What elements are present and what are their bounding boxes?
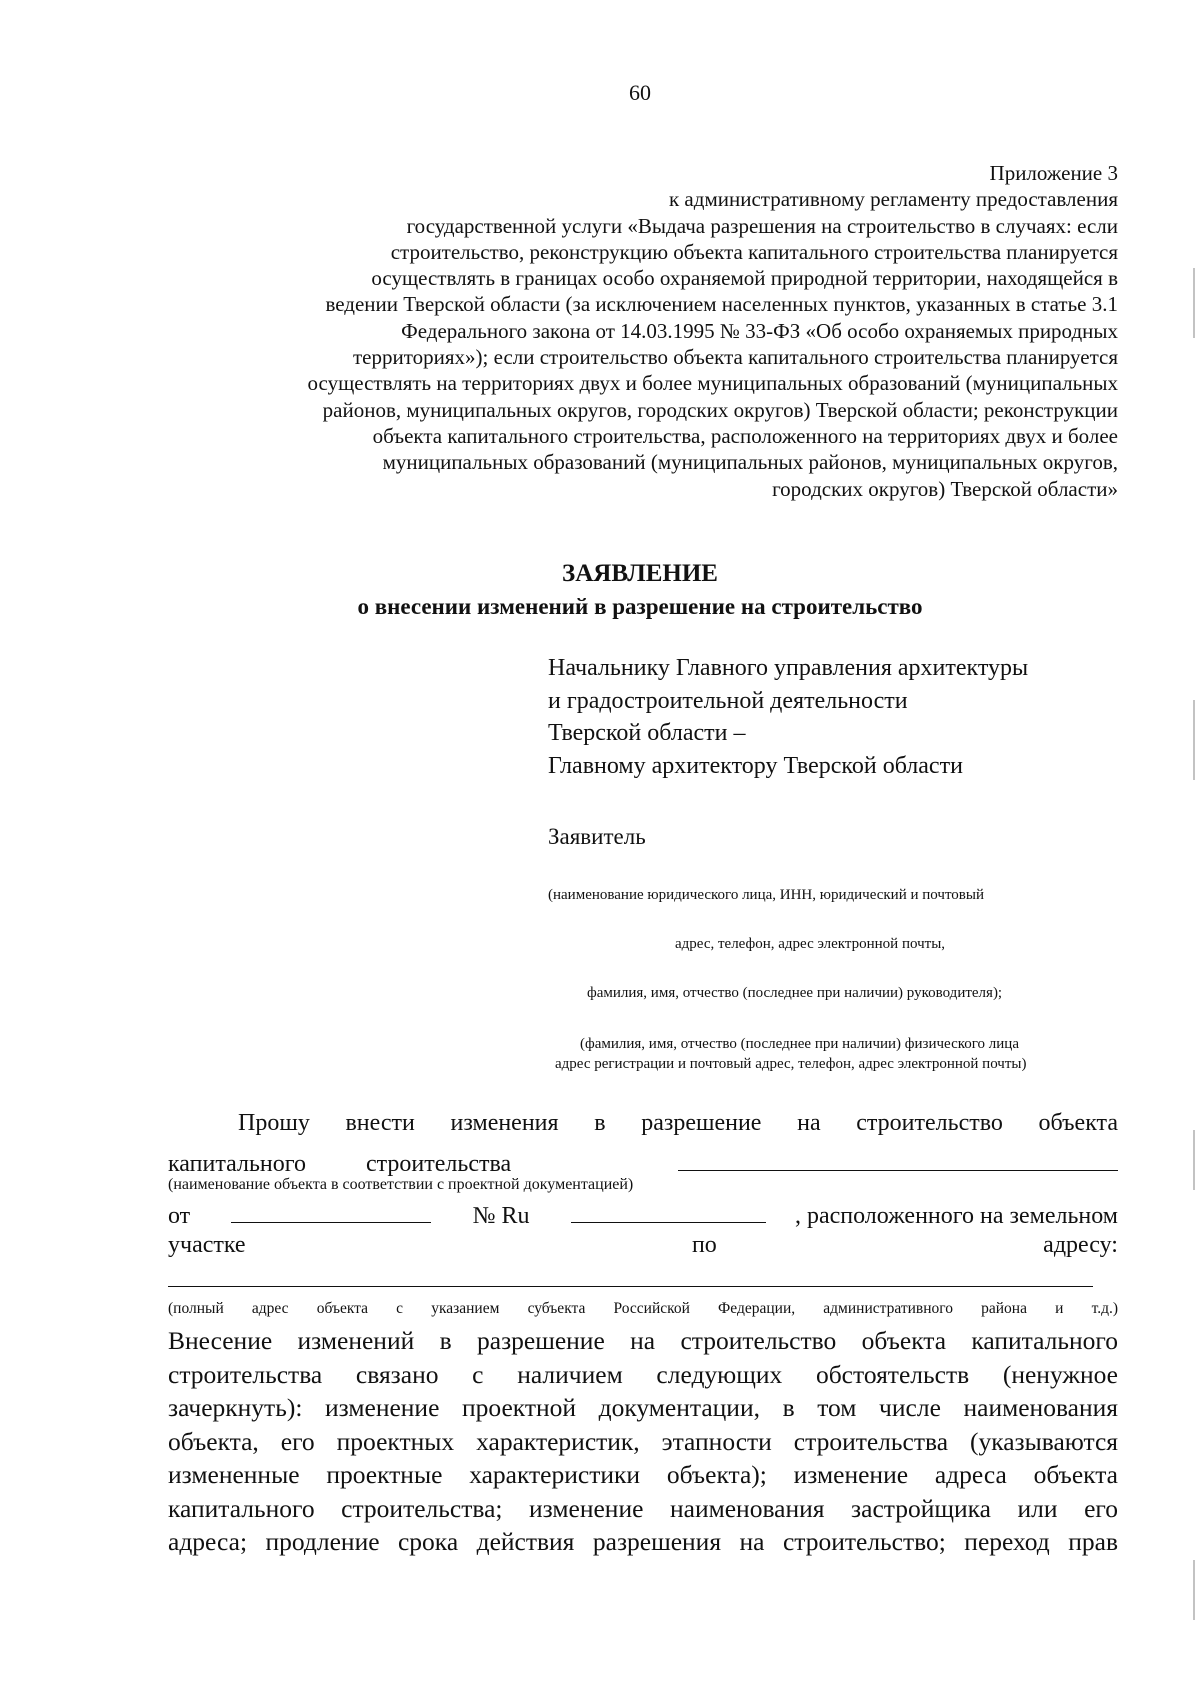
body-line: строительства связано с наличием следующих обстоятельств (ненужное [168,1359,1118,1389]
request-word: от [168,1203,191,1229]
object-name-hint: (наименование объекта в соответствии с проектной документацией) [168,1176,634,1193]
applicant-hint: адрес регистрации и почтовый адрес, телефон, адрес электронной почты) [555,1056,1027,1072]
request-word: участке [168,1232,246,1258]
scan-artifact [1193,700,1195,780]
document-subtitle: о внесении изменений в разрешение на строительство [357,594,923,619]
address-field[interactable] [168,1286,1093,1287]
request-word: капитального [168,1151,306,1177]
addressee-line: Главному архитектору Тверской области [548,752,963,779]
appendix-line: территориях»); если строительство объекта капитального строительства планируется [352,345,1118,370]
appendix-line: строительство, реконструкцию объекта капитального строительства планируется [390,239,1118,264]
request-line-1: Прошу внести изменения в разрешение на строительство объекта [238,1110,1118,1136]
appendix-line: ведении Тверской области (за исключением населенных пунктов, указанных в статье 3.1 [325,292,1118,317]
addressee-block [548,652,1028,782]
request-line-4 [168,1232,1118,1259]
appendix-line: объекта капитального строительства, расположенного на территориях двух и более [372,423,1118,448]
body-line: измененные проектные характеристики объекта); изменение адреса объекта [168,1460,1118,1489]
appendix-line: осуществлять в границах особо охраняемой природной территории, находящейся в [371,266,1118,291]
appendix-line: городских округов) Тверской области» [772,476,1118,501]
request-word: № Ru [472,1203,530,1229]
addressee-line: Тверской области – [548,720,746,746]
appendix-line: Приложение 3 [989,161,1118,185]
applicant-hint: (наименование юридического лица, ИНН, юридический и почтовый [548,887,984,903]
addressee-line: Начальнику Главного управления архитектуры [548,655,1029,681]
body-paragraph [168,1324,1118,1559]
object-name-field[interactable] [678,1144,1118,1171]
appendix-line: к административному регламенту предоставления [668,187,1118,212]
body-line: Внесение изменений в разрешение на строительство объекта капитального [168,1326,1118,1355]
page-number: 60 [629,80,651,105]
permit-number-field[interactable] [571,1198,766,1223]
request-line-3 [168,1198,1118,1230]
applicant-label: Заявитель [548,824,646,849]
permit-date-field[interactable] [231,1198,431,1223]
body-line: капитального строительства; изменение наименования застройщика или его [168,1493,1118,1523]
applicant-hint: адрес, телефон, адрес электронной почты, [675,936,946,952]
applicant-hint: (фамилия, имя, отчество (последнее при наличии) физического лица [580,1036,1019,1052]
address-hint: (полный адрес объекта с указанием субъекта Российской Федерации, административного района и т.д.) [168,1300,1118,1317]
document-title: ЗАЯВЛЕНИЕ [562,560,718,587]
body-line: адреса; продление срока действия разрешения на строительство; переход прав [168,1527,1118,1556]
request-word: по [691,1232,717,1258]
request-word: адресу: [1043,1232,1118,1258]
appendix-header [158,160,1118,502]
appendix-line: Федерального закона от 14.03.1995 № 33-ФЗ «Об особо охраняемых природных [401,318,1118,343]
request-word: строительства [365,1151,512,1177]
scan-artifact [1193,1560,1195,1620]
appendix-line: осуществлять на территориях двух и более муниципальных образований (муниципальных [307,371,1118,396]
request-line-2 [168,1144,1118,1178]
body-line: объекта, его проектных характеристик, этапности строительства (указываются [168,1426,1118,1456]
request-word: , расположенного на земельном [794,1203,1118,1229]
addressee-line: и градостроительной деятельности [548,687,908,714]
appendix-line: государственной услуги «Выдача разрешения на строительство в случаях: если [406,213,1118,238]
body-line: зачеркнуть): изменение проектной документации, в том числе наименования [168,1393,1118,1422]
appendix-line: муниципальных образований (муниципальных районов, муниципальных округов, [382,450,1118,475]
scan-artifact [1193,1130,1195,1190]
scan-artifact [1193,268,1195,338]
appendix-line: районов, муниципальных округов, городских округов) Тверской области; реконструкции [322,397,1118,422]
applicant-hint: фамилия, имя, отчество (последнее при наличии) руководителя); [587,985,1003,1001]
